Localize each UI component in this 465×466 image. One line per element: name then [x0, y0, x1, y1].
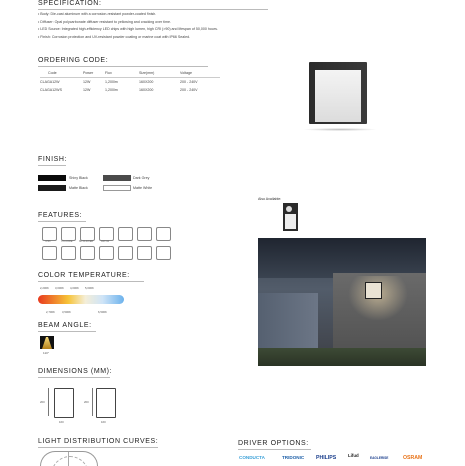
feature-heat-icon: [118, 227, 133, 241]
installation-photo: [258, 238, 426, 366]
spec-title: SPECIFICATION:: [38, 0, 102, 7]
ct-label: 2,200K: [40, 286, 49, 290]
feature-ip66-icon: [42, 227, 57, 241]
col-code: Code: [48, 71, 57, 75]
swatch-label: Shiny Black: [69, 176, 88, 180]
swatch-label: Matte Black: [69, 186, 88, 190]
feature-caption: IP66: [45, 240, 51, 243]
brand-lifud-logo: Lifud: [348, 453, 359, 458]
features-title: FEATURES:: [38, 212, 83, 219]
feature-caption: NO FLICKER: [78, 240, 94, 243]
feature-icon: [156, 227, 171, 241]
swatch-matte-white: [103, 185, 131, 191]
brand-tridonic-logo: TRIDONIC: [282, 455, 305, 460]
cell: 160X200: [139, 80, 154, 84]
beam-title: BEAM ANGLE:: [38, 322, 92, 329]
feature-icon: [80, 246, 95, 260]
photo-ground: [258, 348, 426, 366]
photo-fixture: [365, 282, 382, 299]
feature-icon: [118, 246, 133, 260]
cell: 1,200lm: [105, 88, 118, 92]
diffuser: [285, 214, 296, 229]
feature-icon: [137, 246, 152, 260]
swatch-dark-grey: [103, 175, 131, 181]
dimension-height: 200: [40, 400, 45, 404]
cell: 200 - 240V: [180, 80, 198, 84]
feature-pc-core-icon: [61, 227, 76, 241]
swatch-shiny-black: [38, 175, 66, 181]
spec-divider: [38, 9, 268, 10]
also-available-label: Also Available:: [258, 197, 282, 201]
dimension-drawing-side: [96, 388, 116, 418]
spec-item: • LED Source: Integrated high-efficiency LED chips with high lumen, high CRI (>90) and lifespan of 50,000 hours.: [38, 27, 218, 32]
beam-value: 110°: [43, 351, 49, 355]
dimension-line: [48, 388, 49, 416]
feature-icon: [99, 246, 114, 260]
table-row: [40, 78, 220, 87]
dimension-height: 200: [84, 400, 89, 404]
feature-icon: [61, 246, 76, 260]
ordering-table: [40, 69, 220, 94]
feature-anti-glare-icon: [137, 227, 152, 241]
beam-divider: [38, 331, 96, 332]
dimension-line: [92, 388, 93, 416]
swatch-matte-black: [38, 185, 66, 191]
feature-icon: [42, 246, 57, 260]
finish-divider: [38, 165, 66, 166]
swatch-label: Dark Grey: [133, 176, 150, 180]
brand-philips-logo: PHILIPS: [316, 455, 337, 461]
color-temp-divider: [38, 281, 144, 282]
product-diffuser: [315, 70, 361, 122]
drivers-title: DRIVER OPTIONS:: [238, 440, 309, 447]
spec-item: • Finish: Corrosion protection and UV-resistant powder coating or marine coat with IP66 Sealed.: [38, 34, 191, 39]
ct-label: 3,000K: [55, 286, 64, 290]
cell: 12W: [83, 88, 91, 92]
spec-item: • Diffuser: Opal polycarbonate diffuser resistant to yellowing and cracking over time.: [38, 19, 171, 24]
features-divider: [38, 221, 86, 222]
color-temp-bar: [38, 295, 124, 304]
col-flux: Flux: [105, 71, 112, 75]
sensor-icon: [286, 206, 292, 212]
brand-conducta-logo: CONDUCTA: [239, 455, 265, 460]
photo-window: [258, 293, 318, 348]
polar-curve-chart: [40, 451, 98, 466]
feature-icon: [156, 246, 171, 260]
curves-title: LIGHT DISTRIBUTION CURVES:: [38, 438, 159, 445]
table-header-row: [40, 69, 220, 78]
photo-roof: [258, 238, 426, 278]
cell: CLAGA12WS: [40, 88, 62, 92]
ordering-title: ORDERING CODE:: [38, 57, 109, 64]
col-power: Power: [83, 71, 94, 75]
finish-title: FINISH:: [38, 156, 68, 163]
color-temp-title: COLOR TEMPERATURE:: [38, 272, 130, 279]
cell: 12W: [83, 80, 91, 84]
drivers-divider: [238, 449, 311, 450]
ct-label: 6,500K: [98, 310, 107, 314]
dimension-width: 160: [101, 420, 106, 424]
product-image: [303, 62, 373, 130]
beam-icon: [40, 336, 54, 349]
spec-list: [38, 11, 338, 41]
cell: 200 - 240V: [180, 88, 198, 92]
ct-label: 3,500K: [62, 310, 71, 314]
dimensions-divider: [38, 377, 110, 378]
curves-divider: [38, 447, 158, 448]
feature-caption: CRI>90: [100, 240, 110, 243]
cell: CLAGA12W: [40, 80, 60, 84]
feature-no-flicker-icon: [80, 227, 95, 241]
cell: 1,200lm: [105, 80, 118, 84]
feature-cri-icon: [99, 227, 114, 241]
feature-caption: PC-CORE: [61, 240, 73, 243]
swatch-label: Matte White: [133, 186, 153, 190]
product-shadow: [303, 128, 377, 131]
ordering-divider: [38, 66, 208, 67]
spec-item: • Body: Die-cast aluminum with a corrosion-resistant powder-coated finish.: [38, 12, 157, 16]
dimensions-title: DIMENSIONS (MM):: [38, 368, 113, 375]
col-voltage: Voltage: [180, 71, 192, 75]
ct-label: 5,000K: [85, 286, 94, 290]
dimension-drawing-front: [54, 388, 74, 418]
table-row: [40, 86, 220, 94]
ct-label: 4,000K: [70, 286, 79, 290]
brand-eaglerise-logo: EAGLERISE: [370, 456, 389, 460]
ct-label: 2,700K: [46, 310, 55, 314]
brand-osram-logo: OSRAM: [403, 455, 423, 461]
cell: 160X200: [139, 88, 154, 92]
col-size: Size(mm): [139, 71, 155, 75]
dimension-width: 160: [59, 420, 64, 424]
also-available-product: [283, 203, 298, 231]
